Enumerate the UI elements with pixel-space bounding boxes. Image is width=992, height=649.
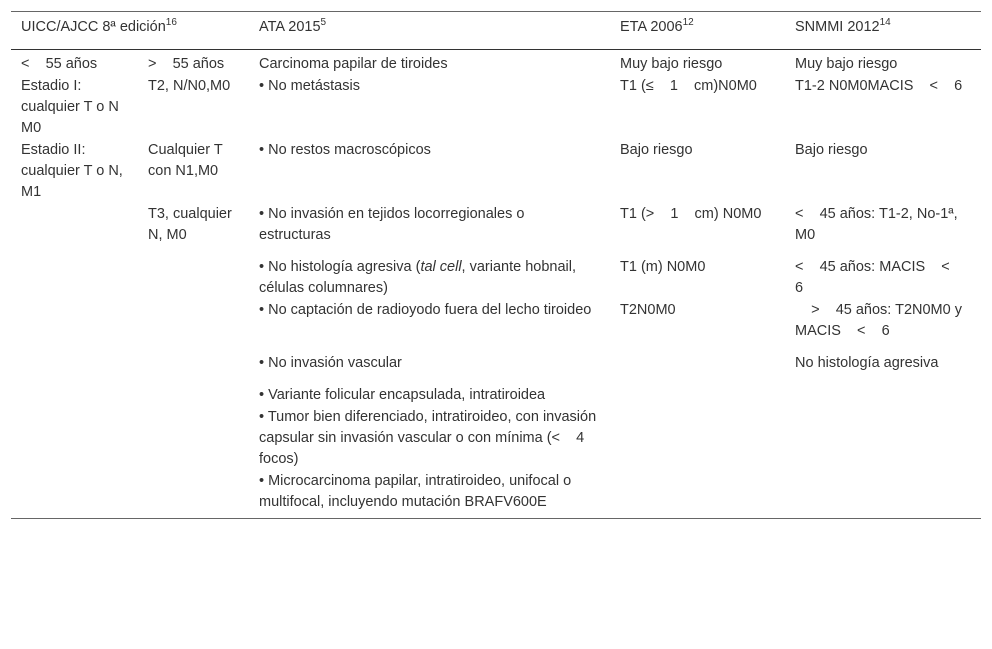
cell-ata: • No invasión vascular xyxy=(259,355,402,371)
header-uicc-ref: 16 xyxy=(165,17,177,28)
cell-uicc-age-under: Estadio I: cualquier T o N M0 xyxy=(21,78,119,136)
cell-snmmi: < 45 años: T1-2, No-1ª, M0 xyxy=(795,206,962,243)
cell-eta: Muy bajo riesgo xyxy=(620,56,723,72)
cell-uicc-age-under xyxy=(11,204,138,257)
cell-uicc-age-over xyxy=(138,353,249,385)
cell-ata: • No captación de radioyodo fuera del lecho tiroideo xyxy=(259,302,592,318)
table-header xyxy=(11,12,981,50)
table-row xyxy=(11,50,981,77)
header-snmmi-ref: 14 xyxy=(879,17,891,28)
risk-classification-table-container xyxy=(11,11,981,519)
cell-snmmi: No histología agresiva xyxy=(795,355,939,371)
table-row xyxy=(11,385,981,407)
table-row xyxy=(11,257,981,300)
cell-uicc-age-under: < 55 años xyxy=(21,56,98,72)
cell-ata xyxy=(249,257,610,300)
cell-uicc-age-over xyxy=(138,385,249,407)
cell-ata: • No restos macroscópicos xyxy=(259,142,431,158)
table-row xyxy=(11,140,981,204)
cell-uicc-age-under xyxy=(11,471,138,519)
cell-ata: • No invasión en tejidos locorregionales o estructuras xyxy=(259,206,525,243)
cell-eta: T1 (> 1 cm) N0M0 xyxy=(620,206,762,222)
table-row xyxy=(11,76,981,140)
table-row xyxy=(11,353,981,385)
cell-uicc-age-under xyxy=(11,353,138,385)
cell-uicc-age-over: T2, N/N0,M0 xyxy=(148,78,231,94)
cell-uicc-age-under xyxy=(11,300,138,353)
table-row xyxy=(11,204,981,257)
table-body xyxy=(11,50,981,519)
cell-snmmi xyxy=(785,385,981,407)
cell-snmmi: Bajo riesgo xyxy=(795,142,868,158)
cell-uicc-age-over: T3, cualquier N, M0 xyxy=(148,206,232,243)
header-uicc xyxy=(11,12,249,50)
cell-eta: T1 (≤ 1 cm)N0M0 xyxy=(620,78,757,94)
cell-eta xyxy=(610,385,785,407)
cell-ata: • Microcarcinoma papilar, intratiroideo, unifocal o multifocal, incluyendo mutación BRAFV600E xyxy=(259,473,572,510)
cell-uicc-age-under: Estadio II: cualquier T o N, M1 xyxy=(21,142,123,200)
table-row xyxy=(11,300,981,353)
cell-uicc-age-under xyxy=(11,385,138,407)
header-eta-label: ETA 2006 xyxy=(620,19,683,35)
cell-uicc-age-over xyxy=(138,471,249,519)
cell-uicc-age-under xyxy=(11,257,138,300)
header-uicc-label: UICC/AJCC 8ª edición xyxy=(21,19,166,35)
cell-ata: • No metástasis xyxy=(259,78,360,94)
cell-snmmi xyxy=(785,407,981,471)
cell-eta xyxy=(610,407,785,471)
header-ata xyxy=(249,12,610,50)
cell-snmmi: < 45 años: MACIS < 6 xyxy=(795,259,966,296)
header-ata-ref: 5 xyxy=(320,17,327,28)
cell-ata: • Tumor bien diferenciado, intratiroideo, con invasión capsular sin invasión vascular o con mínima (< 4 focos) xyxy=(259,409,601,467)
cell-uicc-age-under xyxy=(11,407,138,471)
cell-ata-text-italic: tal cell xyxy=(420,259,462,275)
cell-eta: T1 (m) N0M0 xyxy=(620,259,706,275)
cell-ata: Carcinoma papilar de tiroides xyxy=(259,56,448,72)
cell-snmmi: Muy bajo riesgo xyxy=(795,56,898,72)
cell-ata-text-post: , variante hobnail, células columnares) xyxy=(259,259,577,296)
cell-snmmi: > 45 años: T2N0M0 y MACIS < 6 xyxy=(795,302,967,339)
header-eta-ref: 12 xyxy=(682,17,694,28)
cell-eta xyxy=(610,353,785,385)
cell-ata-text-pre: • No histología agresiva ( xyxy=(259,259,421,275)
header-eta xyxy=(610,12,785,50)
cell-uicc-age-over: > 55 años xyxy=(148,56,225,72)
header-row xyxy=(11,12,981,50)
cell-ata: • Variante folicular encapsulada, intratiroidea xyxy=(259,387,546,403)
cell-eta: Bajo riesgo xyxy=(620,142,693,158)
cell-snmmi: T1-2 N0M0MACIS < 6 xyxy=(795,78,963,94)
cell-snmmi xyxy=(785,471,981,519)
cell-uicc-age-over xyxy=(138,407,249,471)
table-row xyxy=(11,471,981,519)
risk-classification-table xyxy=(11,11,981,519)
cell-eta xyxy=(610,471,785,519)
table-row xyxy=(11,407,981,471)
header-snmmi-label: SNMMI 2012 xyxy=(795,19,880,35)
header-ata-label: ATA 2015 xyxy=(259,19,321,35)
cell-uicc-age-over xyxy=(138,257,249,300)
cell-eta: T2N0M0 xyxy=(620,302,676,318)
cell-uicc-age-over xyxy=(138,300,249,353)
cell-uicc-age-over: Cualquier T con N1,M0 xyxy=(148,142,223,179)
header-snmmi xyxy=(785,12,981,50)
